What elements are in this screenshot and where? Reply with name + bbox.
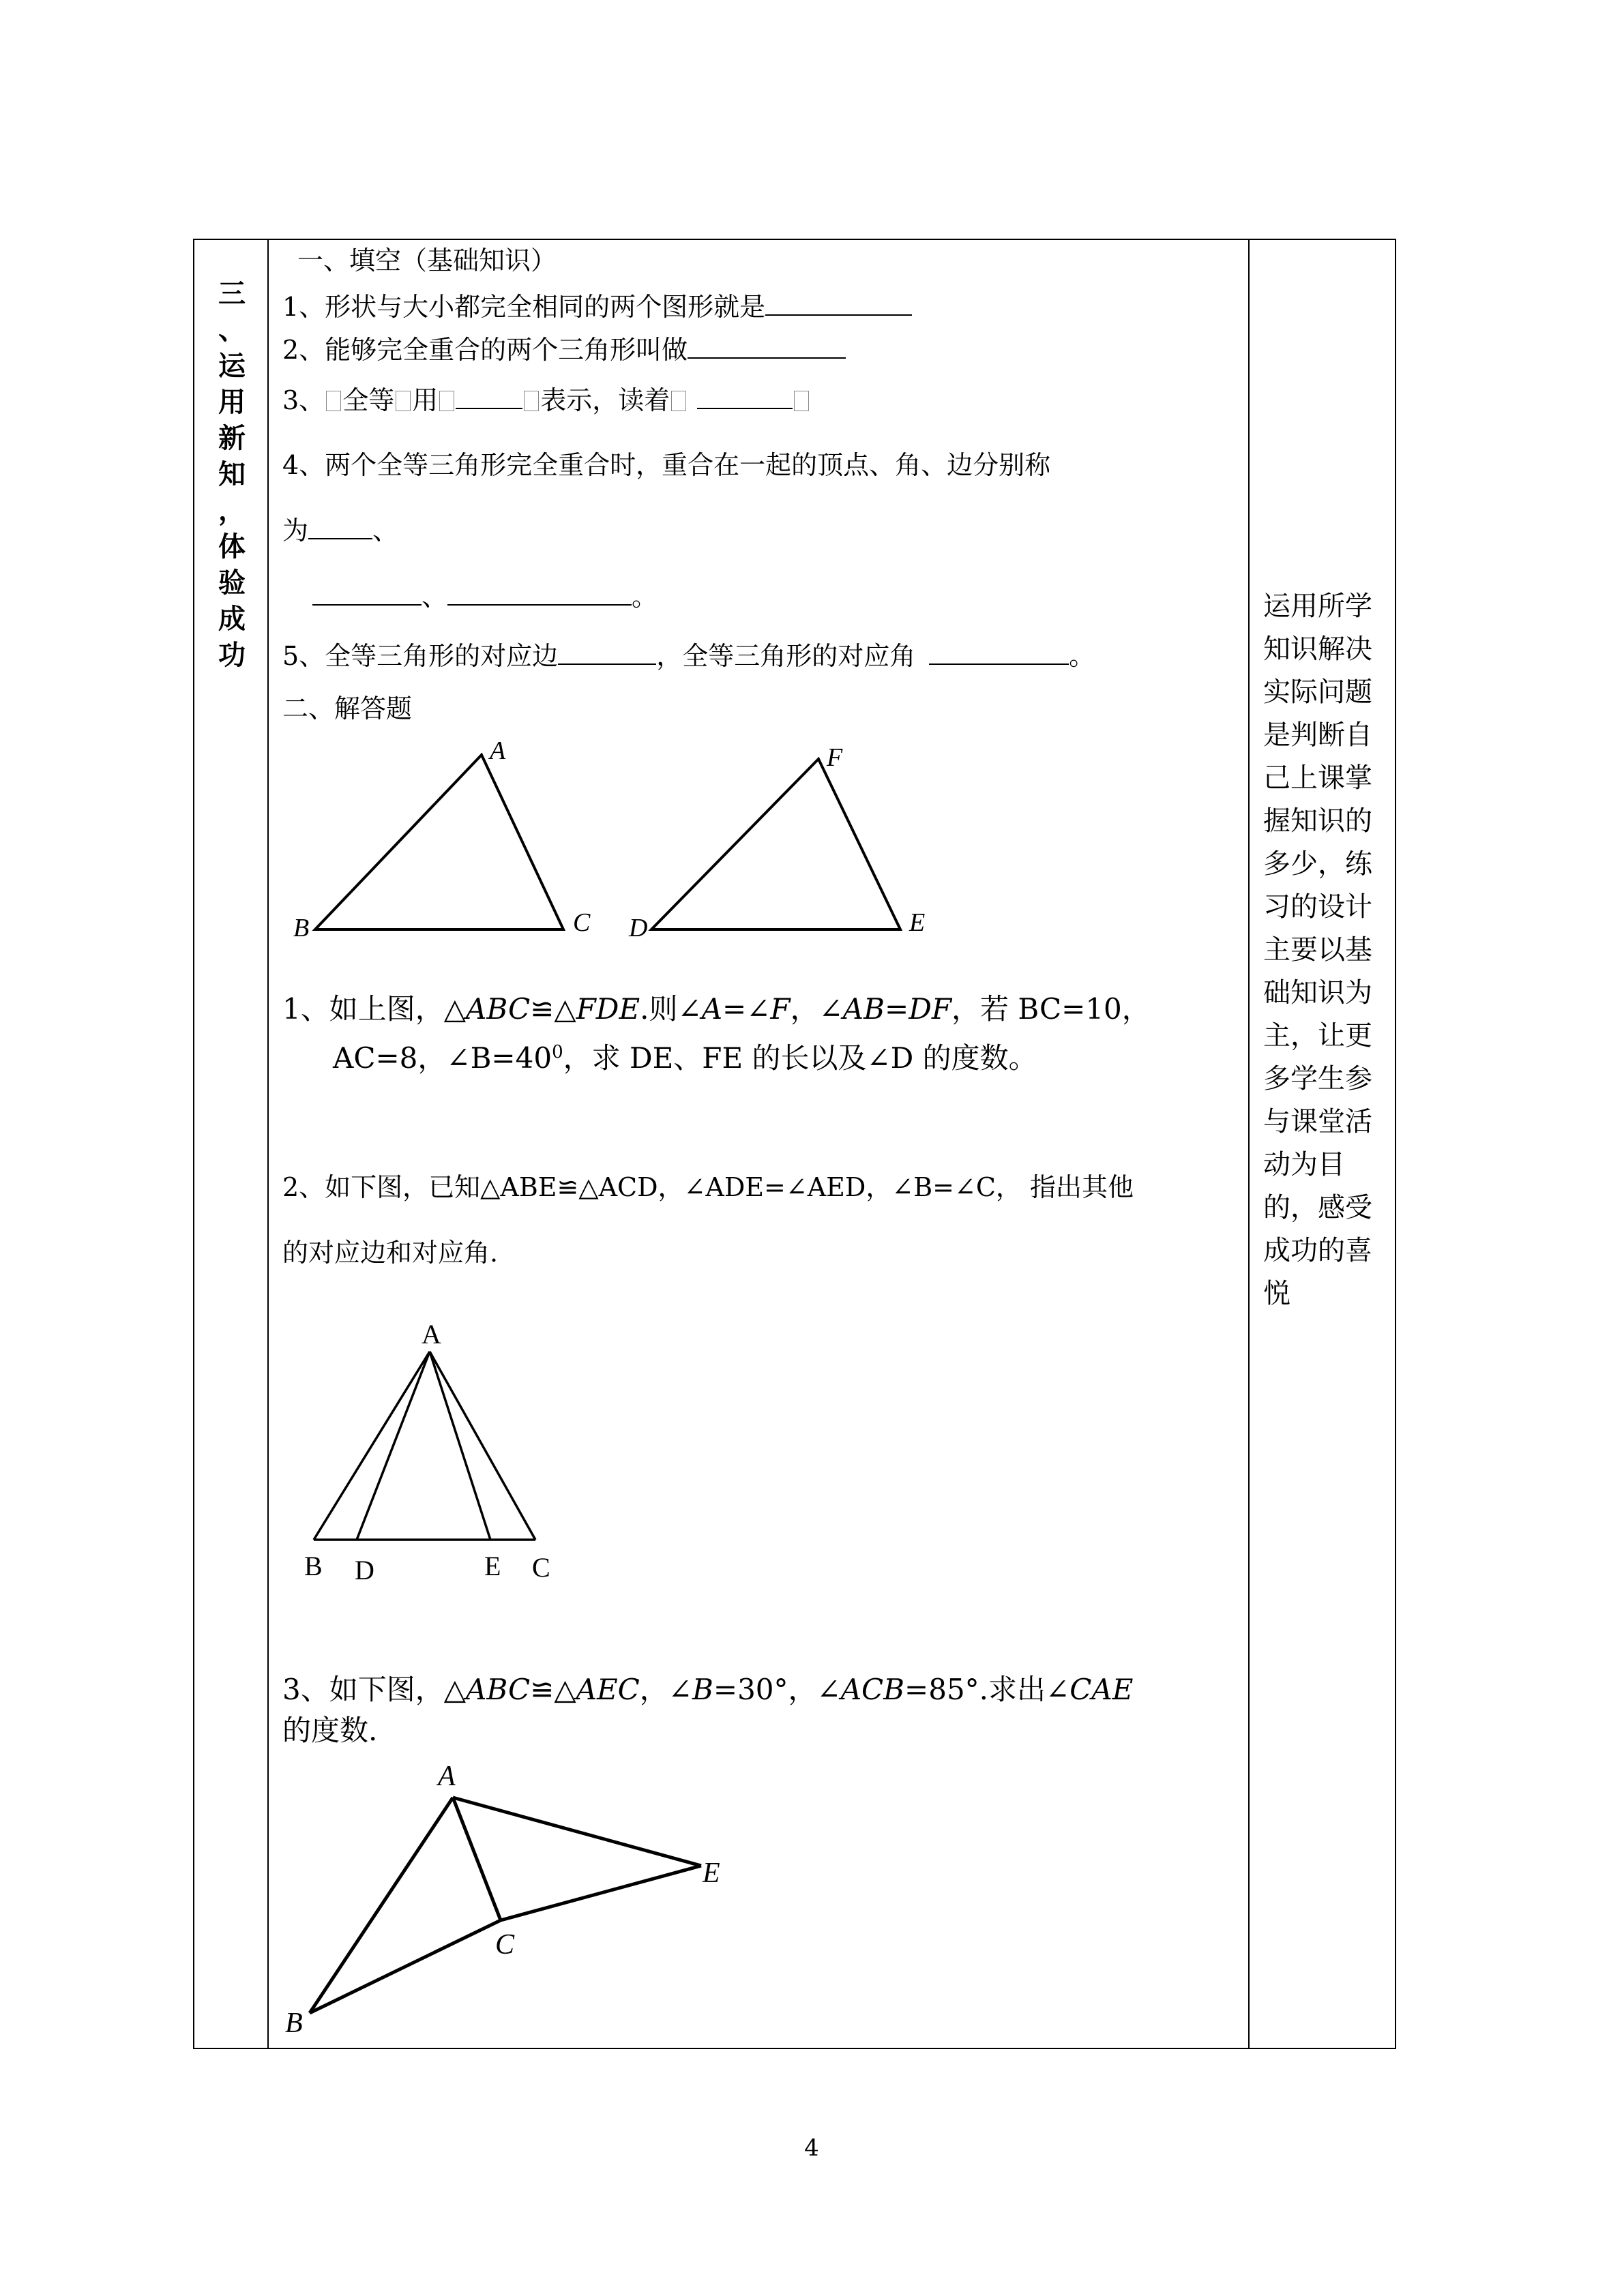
stage-label-char: 功 [218, 640, 246, 671]
segment-ab [310, 1798, 453, 2013]
missing-glyph-box [396, 391, 411, 411]
segment-ac [453, 1798, 501, 1920]
answer-blank-4c[interactable] [447, 580, 632, 606]
segment-bc [310, 1920, 501, 2013]
triangle-abc [315, 755, 563, 929]
section-title-solve: 二、解答题 [282, 694, 413, 724]
fill-question-1: 1、形状与大小都完全相同的两个图形就是 [282, 290, 912, 323]
answer-blank-4b[interactable] [312, 580, 422, 606]
stage-label-char: 验 [218, 567, 246, 599]
segment-ae [453, 1798, 701, 1866]
label-d: D [355, 1555, 374, 1585]
column-divider-left [267, 239, 269, 2049]
stage-label-char: 成 [218, 603, 246, 635]
figure-isosceles-triangle [286, 1309, 573, 1596]
problem-2-line-1: 2、如下图，已知△ABE≌△ACD，∠ADE=∠AED，∠B=∠C， 指出其他 [282, 1172, 1134, 1202]
teaching-note: 运用所学 知识解决 实际问题 是判断自 己上课掌 握知识的 多少，练 习的设计 主要以基 础知识为 主，让更 多学生参 与课堂活 动为目 的，感受 成功的喜 悦 [1263, 591, 1372, 1309]
section-title-fill-in: 一、填空（基础知识） [297, 245, 557, 275]
segment-ce [501, 1866, 701, 1920]
fill-question-4-cont: 为 、 [282, 513, 398, 547]
label-a: A [422, 1319, 441, 1350]
segment-ab [314, 1352, 430, 1540]
stage-label-char: 体 [218, 531, 246, 563]
problem-3-line-1: 3、如下图，△ABC≌△AEC，∠B=30°，∠ACB=85°.求出∠CAE [282, 1673, 1134, 1706]
stage-label-char: 三 [218, 278, 246, 310]
problem-1-line-1: 1、如上图，△ABC≌△FDE.则∠A=∠F，∠AB=DF，若 BC=10， [282, 992, 1151, 1026]
fill-question-5: 5、全等三角形的对应边 ，全等三角形的对应角 。 [282, 639, 1095, 672]
label-c: C [532, 1552, 550, 1583]
missing-glyph-box [671, 391, 686, 411]
answer-blank-5b[interactable] [929, 639, 1069, 665]
label-a: A [490, 736, 506, 765]
page-number: 4 [804, 2134, 819, 2162]
label-e: E [484, 1551, 501, 1581]
problem-1-line-2: AC=8，$\angle B=40^0$，求 DE、FE 的长以及∠D 的度数。 [333, 1041, 1037, 1075]
segment-ad [357, 1352, 430, 1540]
label-c: C [495, 1929, 515, 1960]
problem-3-line-2: 的度数. [282, 1714, 378, 1747]
fill-question-2: 2、能够完全重合的两个三角形叫做 [282, 333, 846, 366]
stage-label-char: 用 [218, 387, 246, 418]
column-divider-right [1248, 239, 1250, 2049]
missing-glyph-box [524, 391, 539, 411]
label-c: C [573, 908, 591, 937]
fill-question-4-cont2: 、 。 [312, 580, 658, 613]
missing-glyph-box [794, 391, 809, 411]
label-a: A [438, 1761, 456, 1792]
stage-label-char: 新 [218, 423, 246, 454]
answer-blank-5a[interactable] [558, 639, 656, 665]
figure-congruent-triangles-abc-aec [280, 1759, 743, 2046]
missing-glyph-box [439, 391, 454, 411]
label-b: B [285, 2008, 303, 2039]
stage-label-char: 运 [218, 351, 246, 382]
figure-two-triangles [273, 733, 969, 951]
label-b: B [293, 914, 310, 942]
label-b: B [304, 1551, 323, 1581]
answer-blank-3a[interactable] [456, 383, 522, 409]
stage-label-char: 知 [218, 459, 246, 490]
fill-question-3: 3、 全等 用 表示，读着 [282, 383, 810, 417]
answer-blank-3b[interactable] [697, 383, 793, 409]
stage-label-char: ， [218, 495, 246, 526]
stage-label [205, 276, 259, 674]
answer-blank-1[interactable] [765, 290, 912, 316]
label-d: D [629, 914, 648, 942]
segment-ac [430, 1352, 535, 1540]
label-e: E [703, 1858, 720, 1889]
answer-blank-4a[interactable] [308, 513, 372, 539]
missing-glyph-box [326, 391, 341, 411]
problem-2-line-2: 的对应边和对应角. [282, 1238, 499, 1268]
fill-question-4: 4、两个全等三角形完全重合时，重合在一起的顶点、角、边分别称 [282, 450, 1051, 480]
label-f: F [827, 743, 843, 772]
triangle-fde [651, 759, 900, 929]
label-e: E [909, 908, 926, 937]
answer-blank-2[interactable] [688, 333, 846, 359]
stage-label-char: 、 [218, 314, 246, 346]
